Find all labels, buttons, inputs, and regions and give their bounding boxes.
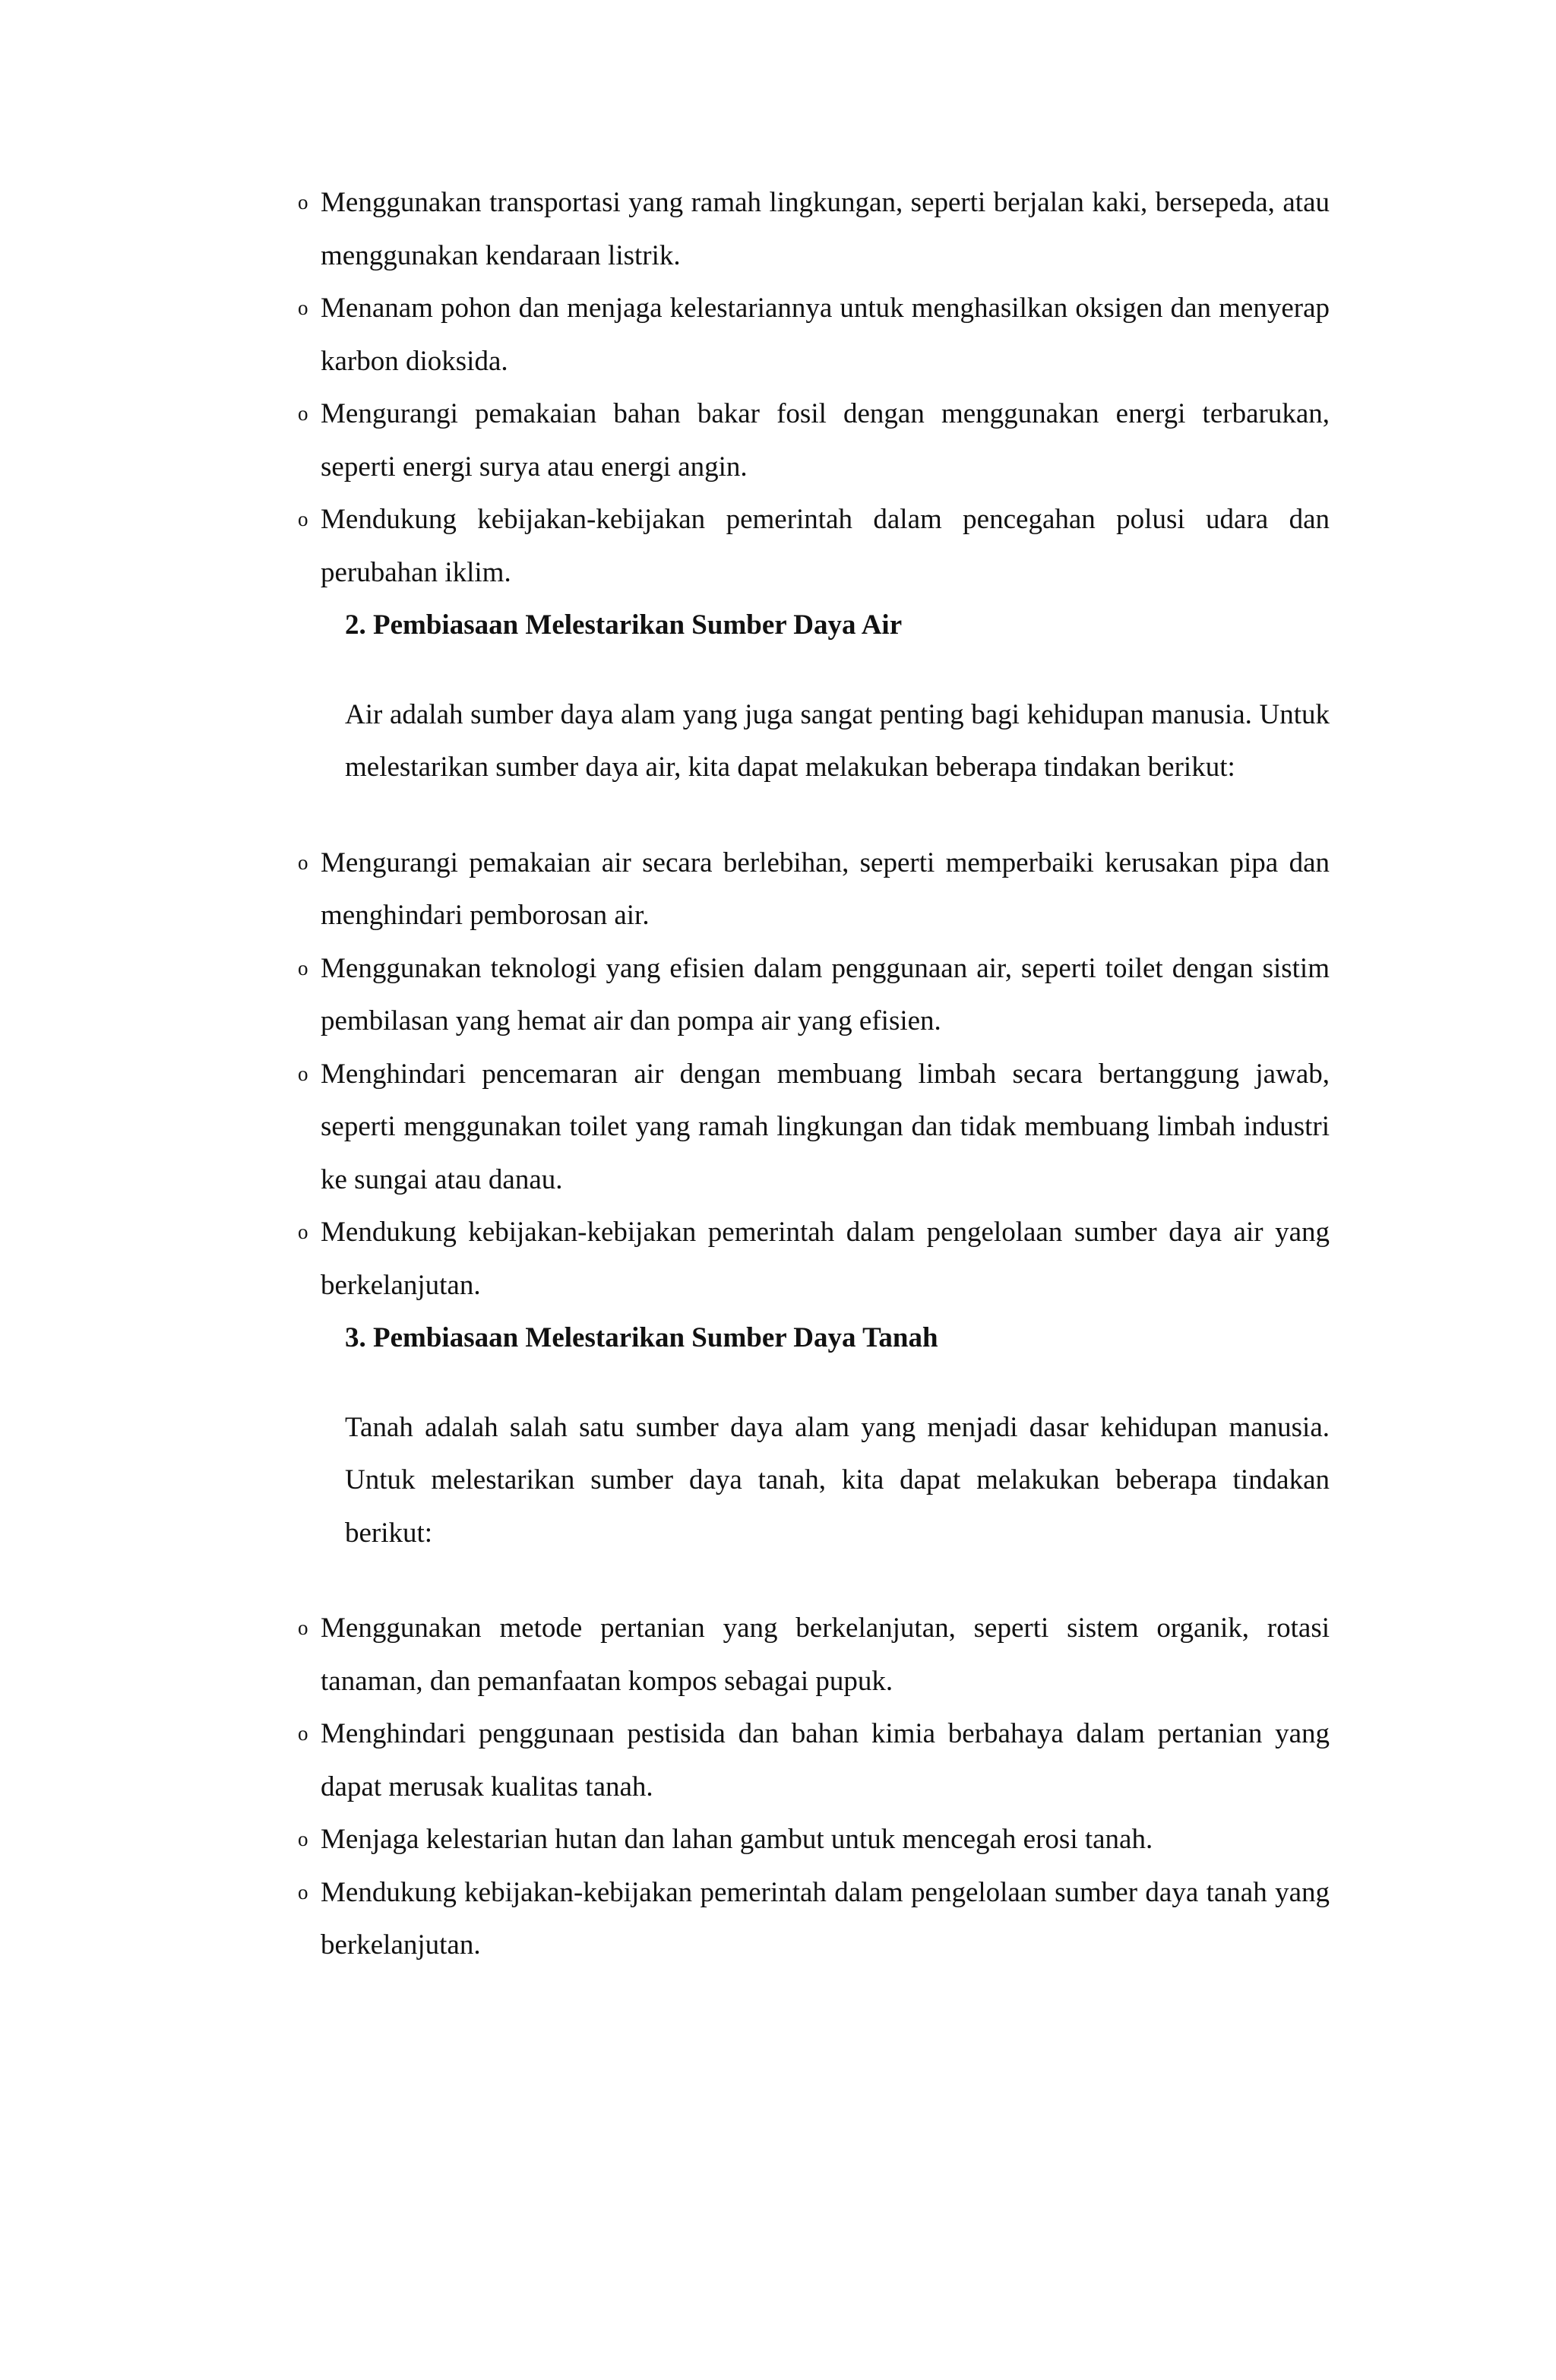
list-item-text: Mengurangi pemakaian air secara berlebihan, seperti memperbaiki kerusakan pipa dan menghindari pemborosan air. (321, 847, 1330, 931)
list-item-text: Mendukung kebijakan-kebijakan pemerintah dalam pencegahan polusi udara dan perubahan iklim. (321, 504, 1330, 588)
list-item-text: Menggunakan transportasi yang ramah lingkungan, seperti berjalan kaki, bersepeda, atau menggunakan kendaraan listrik. (321, 187, 1330, 271)
section-heading-water: 2. Pembiasaan Melestarikan Sumber Daya Air (345, 609, 903, 641)
soil-bullet-list (298, 1602, 1330, 1972)
list-item (298, 1707, 1330, 1813)
bullet-marker: o (298, 296, 308, 319)
bullet-marker: o (298, 850, 308, 874)
list-item (298, 942, 1330, 1048)
list-item (298, 837, 1330, 942)
bullet-marker: o (298, 1616, 308, 1639)
bullet-marker: o (298, 1722, 308, 1745)
spacer (298, 1559, 1330, 1602)
list-item-text: Menjaga kelestarian hutan dan lahan gambut untuk mencegah erosi tanah. (321, 1824, 1153, 1855)
bullet-marker: o (298, 402, 308, 425)
bullet-marker: o (298, 1880, 308, 1904)
bullet-marker: o (298, 1062, 308, 1085)
spacer (298, 652, 1330, 688)
list-item-text: Mengurangi pemakaian bahan bakar fosil dengan menggunakan energi terbarukan, seperti energi surya atau energi angin. (321, 398, 1330, 483)
section-paragraph-water: Air adalah sumber daya alam yang juga sangat penting bagi kehidupan manusia. Untuk melestarikan sumber daya air, kita dapat melakukan beberapa tindakan berikut: (345, 698, 1330, 783)
bullet-marker: o (298, 191, 308, 214)
bullet-marker: o (298, 508, 308, 530)
spacer (298, 794, 1330, 837)
section-paragraph-soil: Tanah adalah salah satu sumber daya alam yang menjadi dasar kehidupan manusia. Untuk melestarikan sumber daya tanah, kita dapat melakukan beberapa tindakan berikut: (345, 1411, 1330, 1549)
spacer (298, 1365, 1330, 1401)
section-heading-soil: 3. Pembiasaan Melestarikan Sumber Daya Tanah (345, 1322, 938, 1353)
air-pollution-bullet-list (298, 176, 1330, 599)
document-content (298, 176, 1330, 1972)
bullet-marker: o (298, 1828, 308, 1850)
list-item (298, 1813, 1330, 1866)
list-item (298, 1206, 1330, 1312)
list-item-text: Menanam pohon dan menjaga kelestariannya untuk menghasilkan oksigen dan menyerap karbon dioksida. (321, 293, 1330, 377)
list-item-text: Menghindari penggunaan pestisida dan bahan kimia berbahaya dalam pertanian yang dapat merusak kualitas tanah. (321, 1718, 1330, 1802)
list-item (298, 493, 1330, 599)
list-item (298, 388, 1330, 493)
list-item (298, 282, 1330, 388)
list-item-text: Menggunakan teknologi yang efisien dalam penggunaan air, seperti toilet dengan sistim pembilasan yang hemat air dan pompa air yang efisien. (321, 952, 1330, 1037)
list-item-text: Mendukung kebijakan-kebijakan pemerintah dalam pengelolaan sumber daya tanah yang berkelanjutan. (321, 1876, 1330, 1961)
list-item-text: Mendukung kebijakan-kebijakan pemerintah dalam pengelolaan sumber daya air yang berkelanjutan. (321, 1217, 1330, 1301)
water-bullet-list (298, 837, 1330, 1312)
list-item-text: Menggunakan metode pertanian yang berkelanjutan, seperti sistem organik, rotasi tanaman, dan pemanfaatan kompos sebagai pupuk. (321, 1613, 1330, 1697)
bullet-marker: o (298, 1220, 308, 1243)
list-item (298, 1048, 1330, 1207)
list-item-text: Menghindari pencemaran air dengan membuang limbah secara bertanggung jawab, seperti menggunakan toilet yang ramah lingkungan dan tidak membuang limbah industri ke sungai atau danau. (321, 1058, 1330, 1195)
list-item (298, 176, 1330, 282)
list-item (298, 1866, 1330, 1972)
list-item (298, 1602, 1330, 1707)
bullet-marker: o (298, 956, 308, 980)
